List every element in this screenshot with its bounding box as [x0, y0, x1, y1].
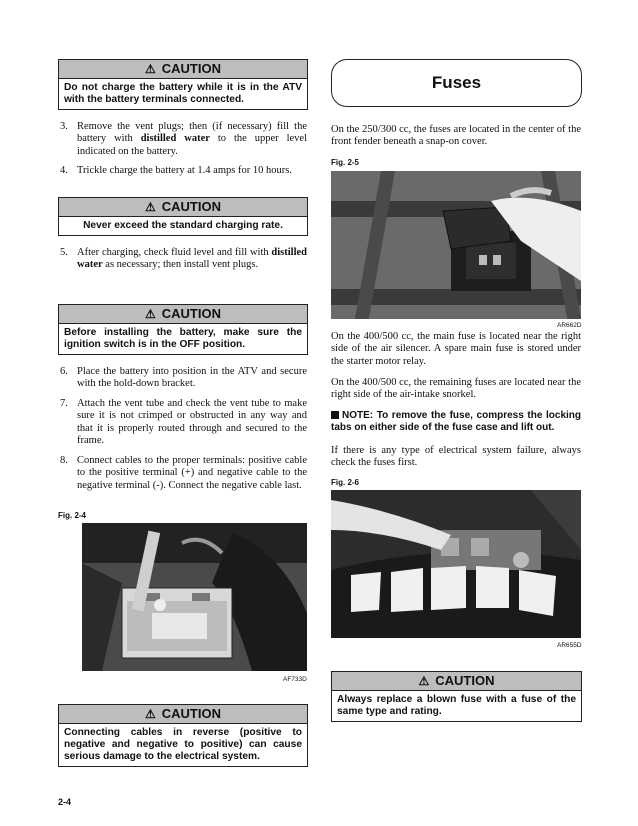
step-6: 6. Place the battery into position in the ATV and secure with the hold-down bracket.	[60, 366, 307, 390]
warning-triangle-icon: ⚠	[145, 707, 156, 721]
step-3: 3. Remove the vent plugs; then (if necessary) fill the battery with distilled water to the upper level indicated on the battery.	[60, 121, 307, 157]
caution-box-3	[58, 304, 308, 355]
caution-header: ⚠ CAUTION	[59, 60, 307, 79]
warning-triangle-icon: ⚠	[145, 200, 156, 214]
fuse-cover-photo	[331, 171, 581, 319]
caution-box-1	[58, 59, 308, 110]
caution-text: Do not charge the battery while it is in the ATV with the battery terminals connected.	[64, 82, 302, 105]
section-title-fuses: Fuses	[331, 59, 582, 107]
caution-text: Never exceed the standard charging rate.	[83, 220, 283, 231]
fig-2-6-label: Fig. 2-6	[331, 478, 360, 487]
fig-2-5-label: Fig. 2-5	[331, 158, 360, 167]
warning-triangle-icon: ⚠	[145, 62, 156, 76]
step-5: 5. After charging, check fluid level and fill with distilled water as necessary; then install vent plugs.	[60, 247, 307, 271]
warning-triangle-icon: ⚠	[145, 307, 156, 321]
battery-install-photo	[82, 523, 307, 671]
fuses-paragraph-3: On the 400/500 cc, the remaining fuses are located near the right side of the air-intake snorkel.	[331, 377, 581, 401]
page-number: 2-4	[58, 797, 72, 807]
caution-header: ⚠ CAUTION	[59, 305, 307, 324]
caution-header: ⚠ CAUTION	[59, 705, 307, 724]
battery-photo-illustration	[82, 523, 307, 671]
fig-2-4-label: Fig. 2-4	[58, 511, 87, 520]
fig-2-4-code: AF733D	[283, 676, 307, 683]
fuses-paragraph-4: If there is any type of electrical system failure, always check the fuses first.	[331, 445, 581, 469]
caution-text: Before installing the battery, make sure the ignition switch is in the OFF position.	[64, 327, 302, 350]
caution-box-4	[58, 704, 308, 767]
step-8: 8. Connect cables to the proper terminals: positive cable to the positive terminal (+) and negative cable to the negative terminal (-). Connect the negative cable last.	[60, 455, 307, 491]
fuse-location-photo-illustration	[331, 490, 581, 638]
caution-box-2	[58, 197, 308, 236]
note-square-icon	[331, 411, 339, 419]
warning-triangle-icon: ⚠	[418, 674, 430, 688]
fig-2-6-code: AR655D	[557, 642, 582, 649]
step-7: 7. Attach the vent tube and check the vent tube to make sure it is not crimped or obstructed in any way and that it is properly routed through and secured to the frame.	[60, 398, 307, 447]
caution-text: Connecting cables in reverse (positive to negative and negative to positive) can cause serious damage to the electrical system.	[64, 727, 302, 762]
step-4: 4. Trickle charge the battery at 1.4 amps for 10 hours.	[60, 165, 292, 176]
fuse-cover-photo-illustration	[331, 171, 581, 319]
caution-text: Always replace a blown fuse with a fuse of the same type and rating.	[337, 694, 576, 717]
note-remove-fuse: NOTE: To remove the fuse, compress the locking tabs on either side of the fuse case and lift out.	[331, 410, 581, 434]
fuse-location-photo	[331, 490, 581, 638]
caution-header: ⚠ CAUTION	[332, 672, 581, 691]
caution-box-5	[331, 671, 582, 722]
fuses-paragraph-2: On the 400/500 cc, the main fuse is located near the right side of the air silencer. A spare main fuse is stored under the starter motor relay.	[331, 331, 581, 367]
fuses-paragraph-1: On the 250/300 cc, the fuses are located in the center of the front fender beneath a snap-on cover.	[331, 124, 581, 148]
fig-2-5-code: AR662D	[557, 322, 582, 329]
caution-header: ⚠ CAUTION	[59, 198, 307, 217]
